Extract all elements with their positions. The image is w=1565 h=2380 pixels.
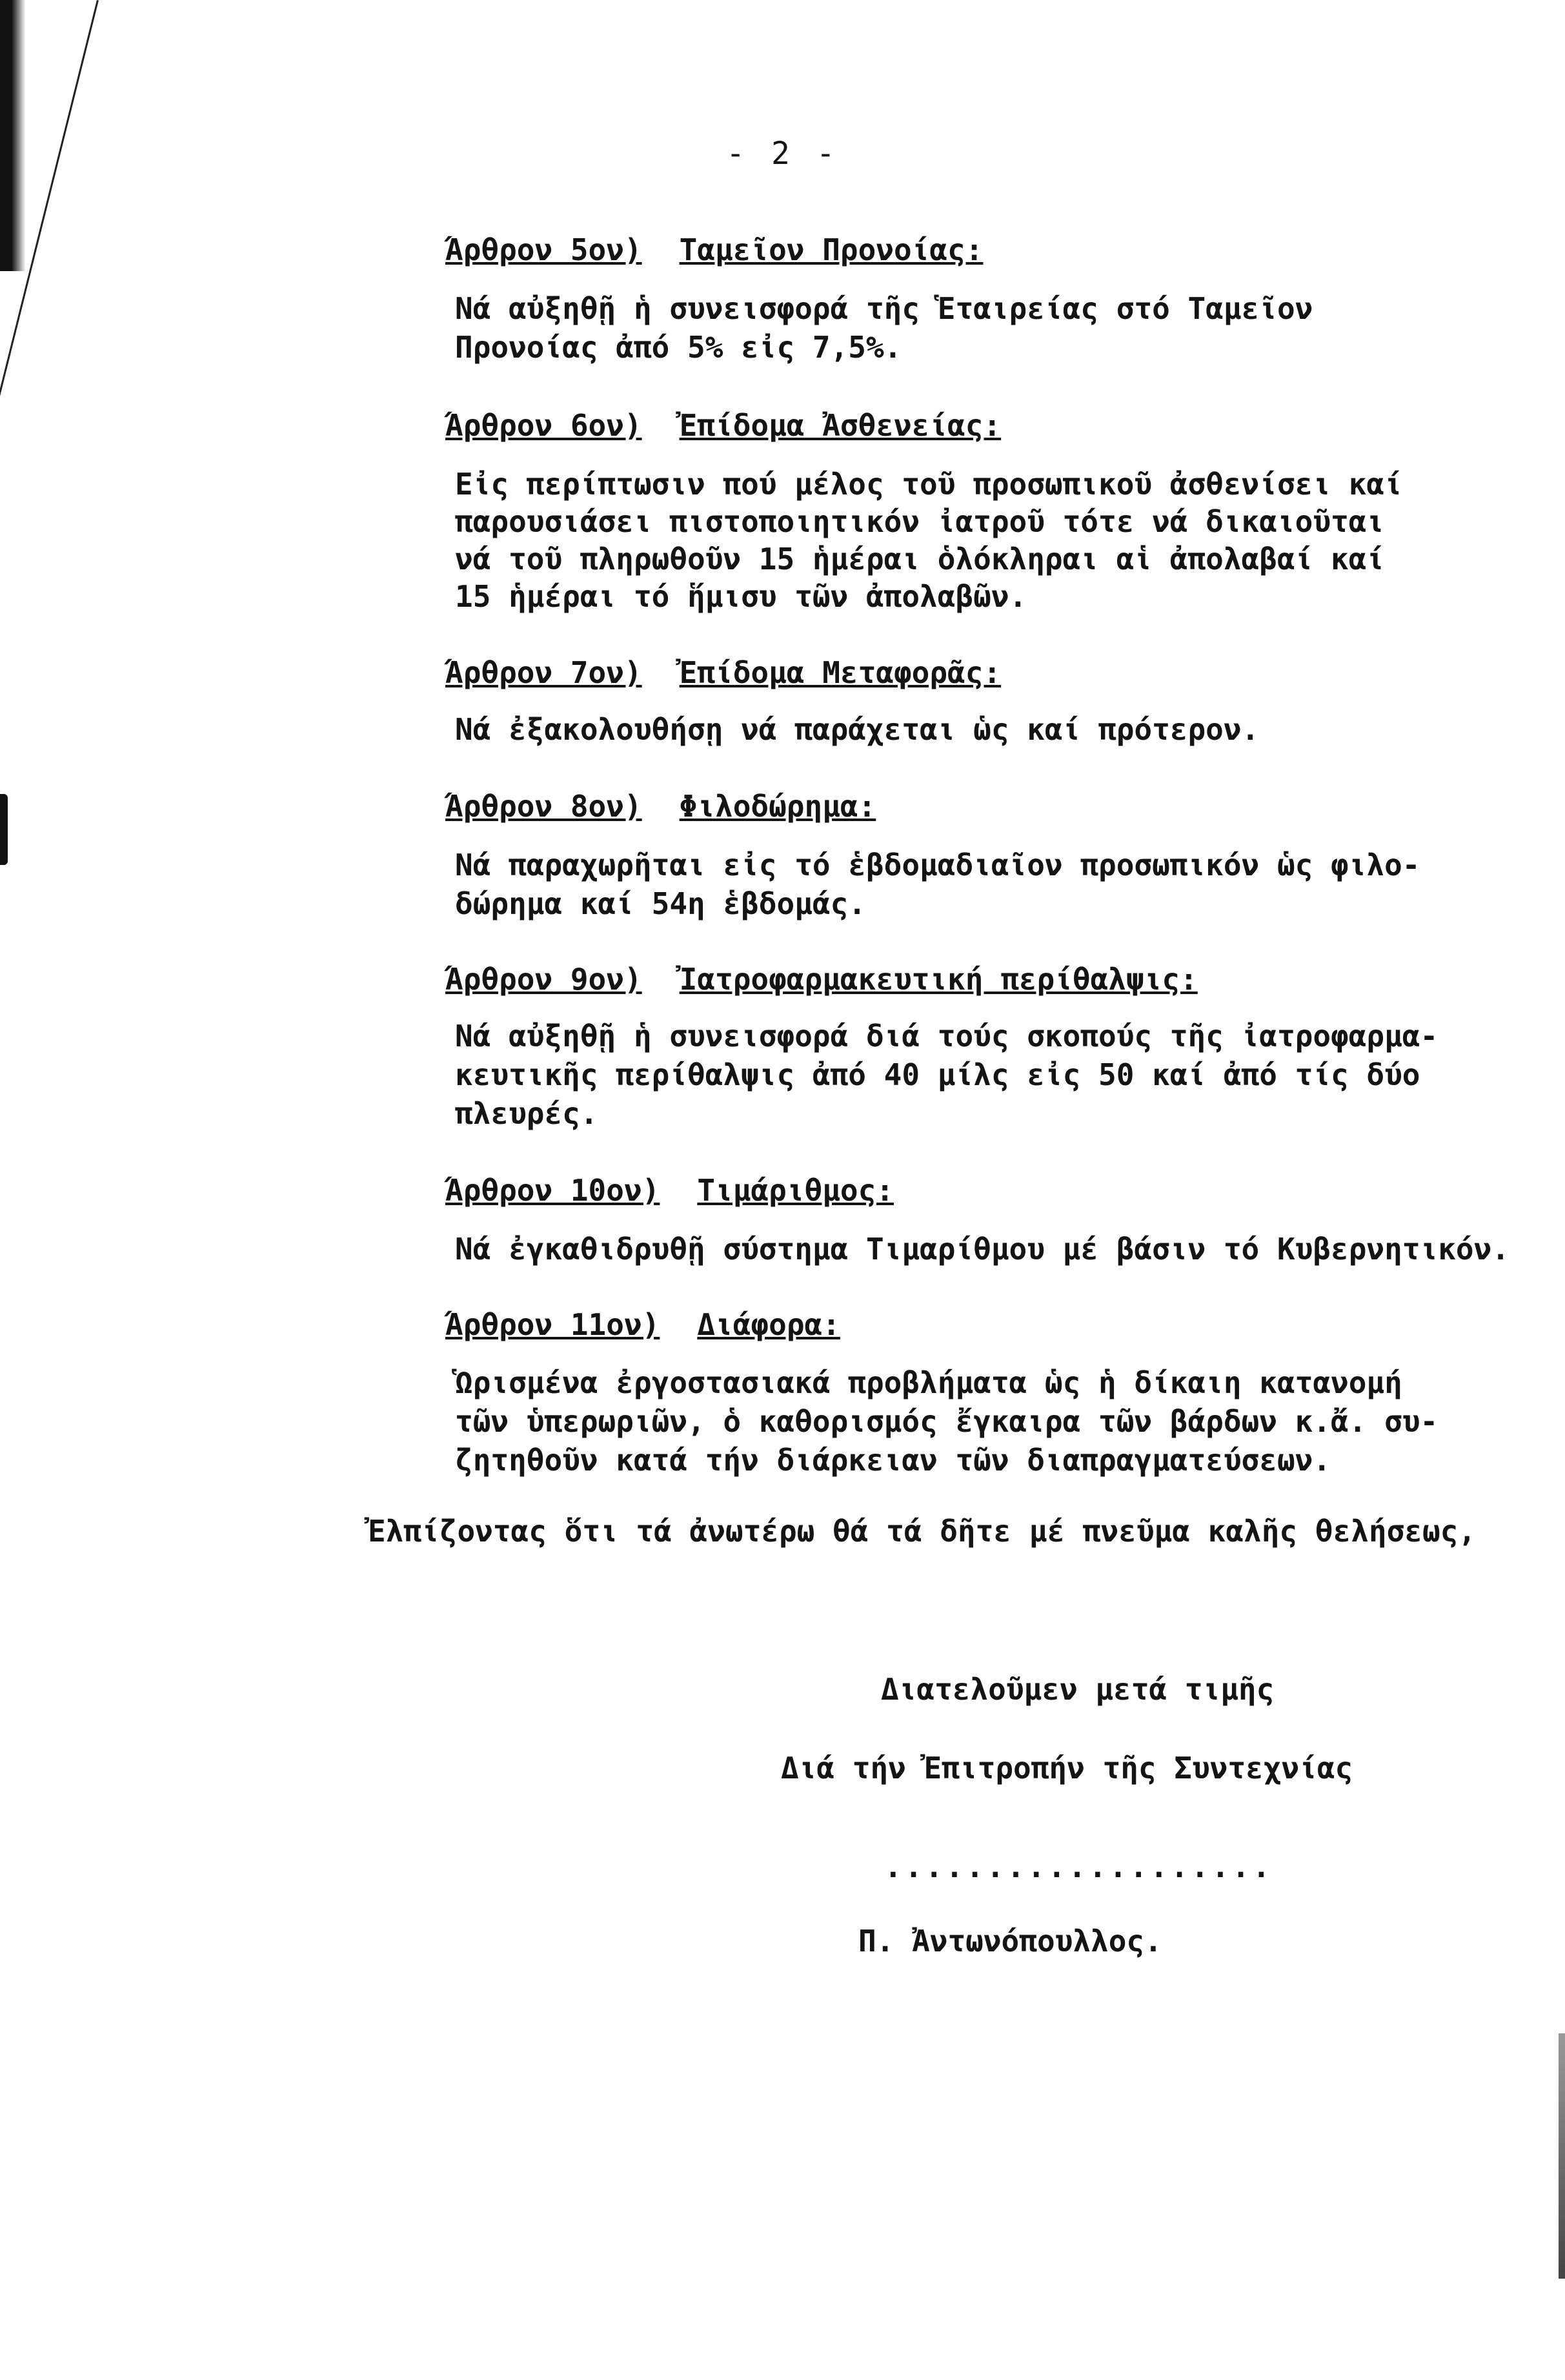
article-5-heading — [445, 232, 983, 267]
article-title: Διάφορα: — [697, 1307, 840, 1342]
article-6-body-line-4: 15 ἡμέραι τό ἥμισυ τῶν ἀπολαβῶν. — [455, 579, 1027, 614]
article-6-heading — [445, 408, 1001, 443]
article-6-body-line-2: παρουσιάσει πιστοποιητικόν ἰατροῦ τότε νά δικαιοῦται — [455, 504, 1385, 539]
article-9-body-line-3: πλευρές. — [455, 1096, 598, 1131]
article-6-body-line-1: Εἰς περίπτωσιν πού μέλος τοῦ προσωπικοῦ ἀσθενίσει καί — [455, 467, 1402, 502]
scan-edge-right — [1559, 2033, 1565, 2279]
article-9-body-line-2: κευτικῆς περίθαλψις ἀπό 40 μίλς εἰς 50 καί ἀπό τίς δύο — [455, 1057, 1420, 1092]
article-number: Άρθρον 9ον) — [445, 962, 642, 997]
article-number: Άρθρον 10ον) — [445, 1173, 660, 1208]
article-title: Ἐπίδομα Ἀσθενείας: — [679, 408, 1002, 443]
article-number: Άρθρον 5ον) — [445, 232, 642, 267]
article-8-body-line-2: δώρημα καί 54η ἑβδομάς. — [455, 886, 866, 921]
article-5-body-line-2: Προνοίας ἀπό 5% εἰς 7,5%. — [455, 330, 902, 365]
article-number: Άρθρον 8ον) — [445, 789, 642, 824]
article-number: Άρθρον 11ον) — [445, 1307, 660, 1342]
article-11-body-line-2: τῶν ὑπερωριῶν, ὁ καθορισμός ἔγκαιρα τῶν βάρδων κ.ἄ. συ- — [455, 1404, 1439, 1439]
article-title: Ἐπίδομα Μεταφορᾶς: — [679, 655, 1002, 690]
article-9-body-line-1: Νά αὐξηθῇ ἡ συνεισφορά διά τούς σκοπούς τῆς ἰατροφαρμα- — [455, 1019, 1439, 1053]
article-7-body-line-1: Νά ἐξακολουθήσῃ νά παράχεται ὡς καί πρότερον. — [455, 712, 1260, 747]
page-number: - 2 - — [726, 136, 839, 172]
closing-sentence: Ἐλπίζοντας ὅτι τά ἀνωτέρω θά τά δῆτε μέ πνεῦμα καλῆς θελήσεως, — [368, 1514, 1477, 1549]
signature-name: Π. Ἀντωνόπουλλος. — [858, 1924, 1162, 1958]
signature-on-behalf: Διά τήν Ἐπιτροπήν τῆς Συντεχνίας — [781, 1751, 1353, 1785]
article-8-heading — [445, 789, 876, 824]
article-6-body-line-3: νά τοῦ πληρωθοῦν 15 ἡμέραι ὁλόκληραι αἱ ἀπολαβαί καί — [455, 542, 1385, 576]
article-title: Ἰατροφαρμακευτική περίθαλψις: — [679, 962, 1198, 997]
article-7-heading — [445, 655, 1001, 690]
article-8-body-line-1: Νά παραχωρῆται εἰς τό ἑβδομαδιαῖον προσωπικόν ὡς φιλο- — [455, 848, 1420, 882]
signature-dots: ................... — [884, 1849, 1273, 1884]
article-11-body-line-1: Ὡρισμένα ἐργοστασιακά προβλήματα ὡς ἡ δίκαιη κατανομή — [455, 1365, 1402, 1400]
article-title: Φιλοδώρημα: — [679, 789, 876, 824]
article-11-body-line-3: ζητηθοῦν κατά τήν διάρκειαν τῶν διαπραγματεύσεων. — [455, 1443, 1331, 1478]
article-11-heading — [445, 1307, 840, 1342]
signature-regards: Διατελοῦμεν μετά τιμῆς — [881, 1672, 1275, 1707]
article-10-body-line-1: Νά ἐγκαθιδρυθῇ σύστημα Τιμαρίθμου μέ βάσιν τό Κυβερνητικόν. — [455, 1232, 1509, 1266]
scan-edge-mark — [0, 794, 8, 865]
article-10-heading — [445, 1173, 894, 1208]
article-title: Τιμάριθμος: — [697, 1173, 894, 1208]
article-number: Άρθρον 7ον) — [445, 655, 642, 690]
article-9-heading — [445, 962, 1198, 997]
article-5-body-line-1: Νά αὐξηθῇ ἡ συνεισφορά τῆς Ἑταιρείας στό Ταμεῖον — [455, 291, 1313, 326]
article-title: Ταμεῖον Προνοίας: — [679, 232, 984, 267]
article-number: Άρθρον 6ον) — [445, 408, 642, 443]
